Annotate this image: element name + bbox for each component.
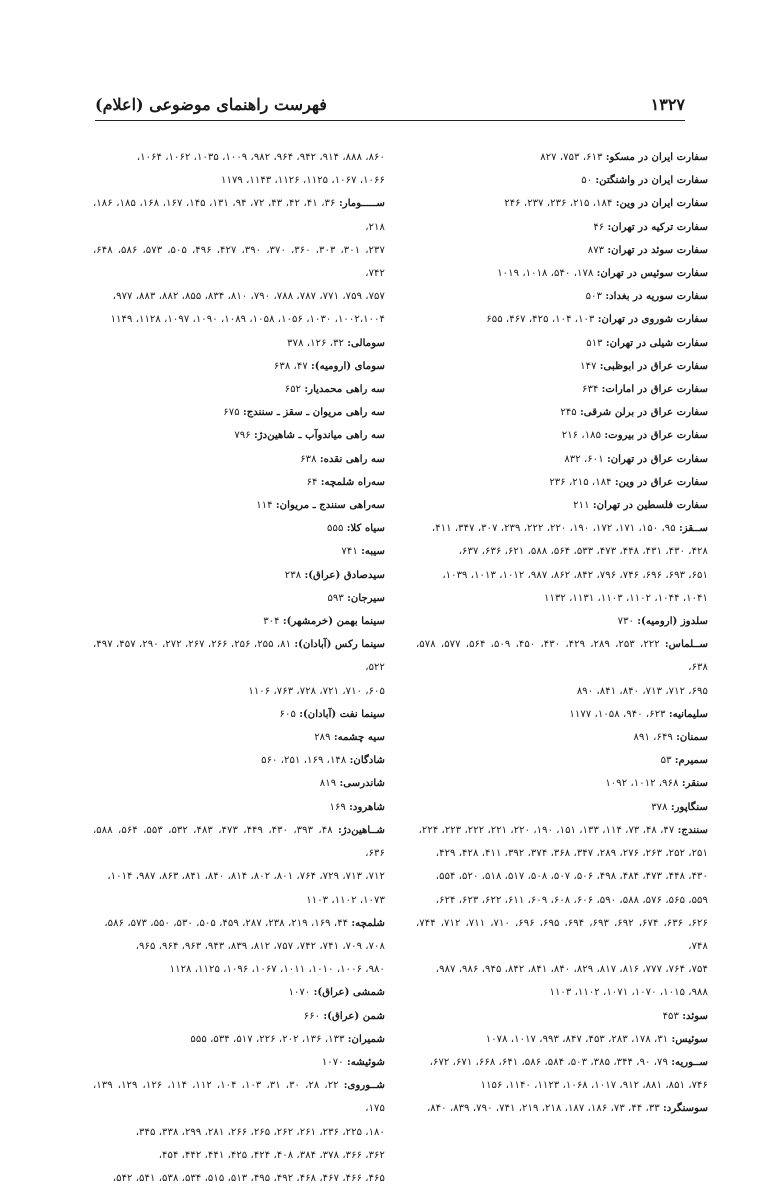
entry-term: سفارت فلسطین در تهران: [592, 499, 708, 512]
entry-term: سفارت سوئیس در تهران: [596, 267, 708, 280]
entry-pages: ۵۱۳ [586, 337, 603, 349]
index-entry [93, 424, 385, 447]
entry-term: سفارت عراق در وین: [614, 475, 708, 488]
index-entry-continuation [93, 1144, 385, 1167]
index-entry [416, 633, 708, 679]
entry-pages: ۲۳۷، ۳۰۱، ۳۰۳، ۳۶۰، ۳۷۰، ۳۹۰، ۴۲۷، ۴۹۶، ۵۰۵، ۵۷۳، ۵۸۶، ۶۴۸، ۷۴۲، [93, 244, 385, 280]
entry-pages: ۷۳۰ [617, 616, 635, 628]
entry-term: ســلماس: [664, 638, 708, 651]
entry-term: سفارت عراق در امارات: [601, 383, 708, 396]
entry-pages: ۵۰۳ [585, 291, 603, 303]
entry-pages: ۷۹، ۹۰، ۳۴۴، ۳۸۵، ۵۰۳، ۵۸۴، ۵۸۶، ۶۴۱، ۶۶۸، ۶۷۱، ۶۷۲، [429, 1056, 668, 1068]
entry-term: سفارت ایران در واشنگتن: [595, 174, 708, 187]
entry-term: ســقز: [678, 522, 708, 535]
index-entry [93, 981, 385, 1004]
entry-pages: ۹۵، ۱۵۰، ۱۷۱، ۱۷۲، ۱۹۰، ۲۲۰، ۲۲۲، ۲۳۹، ۳۰۷، ۳۴۷، ۴۱۱، [431, 523, 676, 535]
entry-pages: ۵۳ [660, 755, 672, 767]
entry-term: سیه چشمه: [333, 731, 385, 744]
index-entry-continuation [93, 958, 385, 981]
entry-pages: ۴۲۸، ۴۳۰، ۴۳۱، ۴۴۸، ۴۷۳، ۵۳۳، ۵۶۴، ۵۸۸، ۶۲۱، ۶۳۶، ۶۳۷، [458, 546, 708, 558]
entry-pages: ۶۳۸ [300, 453, 317, 465]
entry-term: سنندج: [677, 823, 708, 836]
index-entry [93, 912, 385, 935]
entry-pages: ۳۲، ۱۲۶، ۳۷۸ [287, 337, 345, 349]
index-entry [416, 772, 708, 795]
index-entry [93, 192, 385, 238]
entry-term: شاندرسی: [339, 777, 385, 790]
entry-pages: ۱۸۰، ۲۲۵، ۲۳۶، ۲۶۱، ۲۶۲، ۲۶۵، ۲۶۶، ۲۸۱، ۲۹۹، ۳۳۸، ۳۴۵، [135, 1126, 385, 1138]
index-entry [93, 378, 385, 401]
entry-pages: ۹۶۸، ۱۰۱۲، ۱۰۹۲ [605, 778, 679, 790]
index-entry [93, 332, 385, 355]
index-entry-continuation [93, 285, 385, 308]
index-entry-continuation [93, 1167, 385, 1190]
entry-pages: ۷۹۶ [234, 430, 251, 442]
index-entry [93, 448, 385, 471]
index-entry-continuation [93, 889, 385, 912]
index-entry [93, 401, 385, 424]
entry-pages: ۱۰۷۰ [288, 987, 311, 999]
entry-pages: ۵۵۵ [327, 523, 344, 535]
index-entry [416, 239, 708, 262]
entry-pages: ۶۲۳، ۹۴۰، ۱۰۵۸، ۱۱۷۷ [569, 708, 666, 720]
index-entry-continuation [416, 889, 708, 912]
index-entry-continuation [416, 587, 708, 610]
index-entry [416, 424, 708, 447]
entry-pages: ۶۵۲ [284, 384, 302, 396]
entry-pages: ۶۱۳، ۷۵۳، ۸۲۷ [540, 152, 603, 163]
entry-pages: ۳۱، ۱۷۸، ۲۸۳، ۴۵۳، ۸۴۷، ۹۹۳، ۱۰۱۷، ۱۰۷۸ [485, 1033, 669, 1045]
entry-pages: ۱۰۷۰ [321, 1056, 344, 1068]
index-column-left [93, 146, 385, 1190]
index-entry [93, 726, 385, 749]
entry-term: سه راهی میاندوآب ـ شاهین‌دژ: [254, 429, 385, 442]
entry-pages: ۱۰۶۶، ۱۰۶۷، ۱۱۲۵، ۱۱۲۶، ۱۱۴۳، ۱۱۷۹ [221, 175, 385, 187]
entry-term: شمشی (عراق): [313, 986, 385, 999]
index-entry [93, 1028, 385, 1051]
index-entry [416, 610, 708, 633]
index-entry-continuation [416, 1074, 708, 1097]
index-entry [416, 703, 708, 726]
index-entry-continuation [416, 680, 708, 703]
entry-term: سه‌راهی سنندج ـ مریوان: [275, 499, 385, 512]
index-entry [416, 192, 708, 215]
index-entry [416, 308, 708, 331]
index-entry [416, 796, 708, 819]
entry-pages: ۶۳۴ [582, 384, 599, 396]
index-entry [93, 540, 385, 563]
entry-term: سیرجان: [347, 591, 385, 604]
index-entry [93, 796, 385, 819]
entry-pages: ۶۴۹، ۸۹۱ [633, 732, 673, 744]
index-entry-continuation [416, 912, 708, 958]
entry-term: سنگاپور: [670, 800, 708, 813]
entry-term: سفارت عراق در برلن شرقی: [580, 406, 708, 419]
index-entry [93, 1051, 385, 1074]
index-entry [93, 749, 385, 772]
entry-term: شمیران: [347, 1032, 385, 1045]
index-entry [416, 146, 708, 169]
entry-pages: ۵۹۳ [327, 592, 344, 604]
entry-term: سومالی: [347, 336, 385, 349]
entry-pages: ۶۶۰ [303, 1010, 321, 1022]
index-entry [93, 633, 385, 679]
entry-term: سلیمانیه: [668, 707, 708, 720]
index-entry-continuation [93, 146, 385, 169]
entry-term: سمیرم: [674, 754, 708, 767]
entry-term: ســـــومار: [339, 197, 385, 210]
index-entry [416, 169, 708, 192]
entry-pages: ۳۶۲، ۳۶۶، ۳۷۸، ۳۸۴، ۴۰۸، ۴۲۴، ۴۲۵، ۴۴۱، ۴۴۲، ۴۵۴، [158, 1149, 385, 1161]
index-entry-continuation [93, 169, 385, 192]
index-entry [93, 471, 385, 494]
entry-pages: ۱۰۴۱، ۱۰۴۴، ۱۱۰۲، ۱۱۰۳، ۱۱۳۱، ۱۱۳۲ [544, 592, 708, 604]
entry-term: ســوریه: [671, 1055, 708, 1068]
index-column-right [416, 146, 708, 1121]
index-entry-continuation [416, 865, 708, 888]
entry-pages: ۸۷۳ [587, 244, 605, 256]
index-entry-continuation [416, 842, 708, 865]
index-entry [416, 448, 708, 471]
entry-term: شــوروی: [343, 1079, 386, 1092]
index-entry [93, 517, 385, 540]
entry-pages: ۶۷۵ [223, 407, 240, 419]
entry-pages: ۱۸۴، ۲۱۵، ۲۳۶، ۲۳۷، ۲۴۶ [504, 198, 613, 210]
index-entry [416, 355, 708, 378]
index-entry-continuation [416, 981, 708, 1004]
entry-pages: ۱۸۵، ۲۱۶ [561, 430, 602, 442]
entry-term: سینما رکس (آبادان): [294, 638, 386, 651]
entry-pages: ۹۸۰، ۱۰۰۶، ۱۰۱۰، ۱۰۱۱، ۱۰۶۷، ۱۰۹۶، ۱۱۲۵، ۱۱۲۸ [169, 964, 385, 976]
entry-pages: ۴۷، ۶۳۸ [273, 360, 308, 372]
entry-term: سفارت ایران در وین: [615, 197, 708, 210]
entry-term: سفارت عراق در ابوظبی: [599, 359, 708, 372]
entry-pages: ۳۷۸ [651, 801, 668, 813]
entry-pages: ۷۵۷، ۷۵۹، ۷۷۱، ۷۸۷، ۷۸۸، ۷۹۰، ۸۱۰، ۸۳۴، ۸۵۵، ۸۸۲، ۸۸۳، ۹۷۷، [112, 291, 385, 303]
entry-term: سفارت عراق در بیروت: [604, 429, 708, 442]
index-entry-continuation [93, 1121, 385, 1144]
entry-term: سه راهی محمدیار: [304, 383, 385, 396]
page-header [95, 86, 685, 121]
index-entry-continuation [93, 308, 385, 331]
index-entry-continuation [416, 564, 708, 587]
entry-term: شلمچه: [351, 916, 385, 929]
entry-pages: ۸۱۹ [319, 778, 337, 790]
entry-term: سیدصادق (عراق): [304, 568, 385, 581]
index-entry [416, 332, 708, 355]
entry-term: سلدوز (ارومیه): [637, 615, 708, 628]
index-entry-continuation [93, 865, 385, 888]
entry-pages: ۲۸۹ [314, 732, 331, 744]
entry-pages: ۴۴، ۱۶۹، ۲۱۹، ۲۳۸، ۲۸۷، ۴۵۹، ۵۰۵، ۵۳۰، ۵۵۰، ۵۷۳، ۵۸۶، [104, 917, 349, 929]
index-entry [416, 262, 708, 285]
entry-pages: ۶۲۶، ۶۳۶، ۶۷۴، ۶۹۲، ۶۹۳، ۶۹۴، ۶۹۵، ۶۹۶، ۷۱۰، ۷۱۱، ۷۱۲، ۷۴۴، ۷۴۸، [416, 917, 708, 952]
index-entry [93, 1074, 385, 1120]
entry-pages: ۱۷۸، ۵۴۰، ۱۰۱۸، ۱۰۱۹ [497, 268, 594, 280]
entry-pages: ۲۲، ۲۸، ۳۰، ۳۱، ۱۰۳، ۱۰۴، ۱۱۲، ۱۱۴، ۱۲۶، ۱۲۹، ۱۳۹، ۱۷۵، [93, 1080, 385, 1115]
entry-pages: ۸۱، ۲۵۵، ۲۵۶، ۲۶۶، ۲۶۷، ۲۷۲، ۲۹۰، ۴۵۷، ۴۹۷، ۵۲۲، [93, 639, 385, 674]
entry-pages: ۱۳۳، ۱۳۶، ۲۰۲، ۲۲۶، ۵۱۷، ۵۳۴، ۵۵۵ [190, 1033, 345, 1045]
entry-pages: ۱۸۴، ۲۱۵، ۲۳۶ [549, 476, 612, 488]
index-entry [416, 726, 708, 749]
index-entry [416, 1005, 708, 1028]
entry-pages: ۸۶۰، ۸۸۸، ۹۱۴، ۹۴۲، ۹۶۴، ۹۸۲، ۱۰۰۹، ۱۰۳۵، ۱۰۶۲، ۱۰۶۴، [136, 152, 385, 163]
entry-pages: ۱۴۸، ۱۶۹، ۲۵۱، ۵۶۰ [261, 755, 347, 767]
entry-term: سفارت سوئد در تهران: [607, 243, 708, 256]
entry-pages: ۶۰۵، ۷۱۰، ۷۲۱، ۷۲۸، ۷۶۳، ۱۱۰۶ [248, 685, 385, 697]
index-entry [416, 401, 708, 424]
index-entry [93, 610, 385, 633]
entry-pages: ۴۶۵، ۴۶۶، ۴۶۷، ۴۶۸، ۴۹۲، ۴۹۵، ۵۱۳، ۵۱۵، ۵۳۴، ۵۳۸، ۵۴۱، ۵۴۲، [112, 1172, 385, 1184]
index-entry-continuation [93, 239, 385, 285]
index-entry [416, 285, 708, 308]
running-title: فهرست راهنمای موضوعی (اعلام) [95, 95, 327, 114]
entry-pages: ۲۵۱، ۲۵۲، ۲۶۳، ۲۷۶، ۲۸۹، ۳۴۷، ۳۶۸، ۳۷۴، ۳۹۲، ۴۱۱، ۴۲۸، ۴۲۹، [435, 848, 708, 860]
entry-term: سینما نفت (آبادان): [299, 707, 385, 720]
entry-term: سفارت عراق در تهران: [606, 452, 708, 465]
entry-pages: ۴۶ [593, 221, 605, 233]
entry-pages: ۶۹۵، ۷۱۲، ۷۱۳، ۸۴۰، ۸۴۱، ۸۹۰ [576, 685, 708, 697]
entry-pages: ۹۸۸، ۱۰۱۵، ۱۰۷۰، ۱۰۷۱، ۱۱۰۲، ۱۱۰۳ [549, 987, 708, 999]
entry-term: سمنان: [676, 731, 708, 744]
entry-pages: ۶۴ [306, 476, 318, 488]
index-entry-continuation [416, 958, 708, 981]
index-entry [93, 355, 385, 378]
entry-term: سنقر: [681, 777, 708, 790]
index-entry [416, 749, 708, 772]
entry-term: سفارت سوریه در بغداد: [605, 290, 708, 303]
entry-pages: ۱۱۴ [256, 500, 273, 512]
entry-pages: ۱۰۰۲،۱۰۰۴، ۱۰۳۰، ۱۰۵۶، ۱۰۵۸، ۱۰۸۹، ۱۰۹۰، ۱۰۹۷، ۱۱۲۸، ۱۱۴۹ [110, 314, 385, 326]
entry-pages: ۱۶۹ [329, 801, 346, 813]
entry-pages: ۶۰۵ [279, 708, 296, 720]
index-entry [93, 1005, 385, 1028]
index-entry [93, 564, 385, 587]
entry-term: سه راهی نقده: [319, 452, 385, 465]
index-entry-continuation [93, 680, 385, 703]
entry-term: سفارت شوروی در تهران: [597, 313, 708, 326]
page-number: ۱۳۲۷ [650, 95, 685, 114]
entry-term: سینما بهمن (خرمشهر): [282, 615, 385, 628]
index-entry [416, 517, 708, 540]
entry-pages: ۳۶، ۴۱، ۴۲، ۴۳، ۷۲، ۹۴، ۱۳۱، ۱۴۵، ۱۶۷، ۱۶۸، ۱۸۵، ۱۸۶، ۲۱۸، [93, 198, 385, 233]
entry-pages: ۱۰۳، ۱۰۴، ۴۲۵، ۴۶۷، ۶۵۵ [486, 314, 595, 326]
index-entry [93, 772, 385, 795]
entry-pages: ۷۵۴، ۷۶۴، ۷۷۷، ۸۱۶، ۸۱۷، ۸۲۹، ۸۴۰، ۸۴۱، ۸۴۲، ۹۴۵، ۹۸۶، ۹۸۷، [435, 964, 708, 976]
entry-pages: ۳۰۴ [263, 616, 280, 628]
entry-term: شادگان: [349, 754, 385, 767]
index-entry [416, 1051, 708, 1074]
entry-pages: ۲۴۵ [560, 407, 577, 419]
index-entry [93, 703, 385, 726]
index-entry [93, 494, 385, 517]
entry-term: سوئد: [682, 1009, 708, 1022]
entry-term: سیبه: [361, 545, 385, 558]
index-entry-continuation [93, 935, 385, 958]
index-entry [416, 216, 708, 239]
entry-pages: ۱۴۷ [580, 360, 597, 372]
entry-pages: ۱۰۷۳، ۱۱۰۲، ۱۱۰۳ [306, 894, 385, 906]
entry-term: شــاهین‌دژ: [338, 823, 386, 836]
entry-pages: ۵۰ [581, 175, 593, 187]
entry-pages: ۲۱۱ [573, 500, 590, 512]
entry-pages: ۷۴۱ [341, 546, 358, 558]
entry-term: سیاه کلا: [346, 522, 385, 535]
entry-term: سومای (ارومیه): [311, 359, 385, 372]
entry-term: شمن (عراق): [323, 1009, 385, 1022]
index-entry [416, 494, 708, 517]
entry-pages: ۳۳، ۴۴، ۷۳، ۱۸۶، ۱۸۷، ۲۱۸، ۲۱۹، ۷۴۱، ۷۹۰، ۸۳۹، ۸۴۰، [426, 1103, 660, 1115]
entry-term: شوئیشه: [346, 1055, 385, 1068]
entry-term: سفارت ایران در مسکو: [605, 151, 708, 163]
index-entry [93, 587, 385, 610]
index-entry [93, 819, 385, 865]
index-entry [416, 1028, 708, 1051]
index-entry [416, 378, 708, 401]
entry-pages: ۶۵۱، ۶۹۳، ۶۹۶، ۷۴۶، ۷۹۶، ۸۴۲، ۸۶۲، ۹۸۷، ۱۰۱۲، ۱۰۱۳، ۱۰۳۹، [442, 569, 708, 581]
index-entry [416, 819, 708, 842]
entry-pages: ۵۵۹، ۵۶۵، ۵۷۶، ۵۸۸، ۵۹۰، ۶۰۶، ۶۰۸، ۶۰۹، ۶۱۱، ۶۲۲، ۶۲۳، ۶۲۴، [435, 894, 708, 906]
entry-pages: ۷۰۸، ۷۰۹، ۷۴۱، ۷۴۲، ۷۵۷، ۸۱۲، ۸۳۹، ۹۴۳، ۹۶۳، ۹۶۴، ۹۶۵، [135, 940, 385, 952]
entry-pages: ۴۳۰، ۴۴۸، ۴۷۳، ۴۸۴، ۴۹۸، ۵۰۶، ۵۰۷، ۵۰۸، ۵۱۷، ۵۱۸، ۵۲۰، ۵۵۴، [435, 871, 708, 883]
entry-term: سفارت شیلی در تهران: [605, 336, 708, 349]
entry-pages: ۲۳۸ [284, 569, 302, 581]
entry-term: شاهرود: [349, 800, 385, 813]
entry-term: سه راهی مریوان ـ سقز ـ سنندج: [242, 406, 385, 419]
index-entry [416, 471, 708, 494]
entry-pages: ۲۲۲، ۲۵۳، ۲۸۹، ۴۲۹، ۴۳۰، ۴۵۰، ۵۰۹، ۵۶۴، ۵۷۷، ۵۷۸، ۶۳۸، [416, 639, 708, 674]
index-entry [416, 1097, 708, 1120]
entry-pages: ۴۷، ۴۸، ۷۳، ۱۱۴، ۱۳۳، ۱۵۱، ۱۹۰، ۲۲۰، ۲۲۱، ۲۲۲، ۲۲۳، ۲۲۴، [418, 824, 675, 836]
entry-term: سه‌راه شلمچه: [320, 475, 385, 488]
entry-term: سوسنگرد: [663, 1102, 708, 1115]
index-entry-continuation [416, 540, 708, 563]
entry-pages: ۴۸، ۳۹۳، ۴۳۰، ۴۴۹، ۴۷۳، ۴۸۳، ۵۳۲، ۵۵۳، ۵۶۴، ۵۸۸، ۶۳۶، [93, 824, 385, 860]
entry-pages: ۴۵۳ [662, 1010, 679, 1022]
entry-term: سوئیس: [671, 1032, 708, 1045]
entry-term: سفارت ترکیه در تهران: [607, 220, 708, 233]
entry-pages: ۷۴۶، ۸۵۱، ۸۸۱، ۹۱۲، ۱۰۱۷، ۱۰۶۸، ۱۱۲۳، ۱۱۴۰، ۱۱۵۶ [480, 1080, 708, 1092]
entry-pages: ۶۰۱، ۸۳۲ [564, 453, 604, 465]
entry-pages: ۷۱۲، ۷۱۳، ۷۲۹، ۷۶۴، ۸۰۱، ۸۰۲، ۸۱۴، ۸۴۰، ۸۴۱، ۸۶۳، ۹۸۷، ۱۰۱۴، [107, 871, 385, 883]
